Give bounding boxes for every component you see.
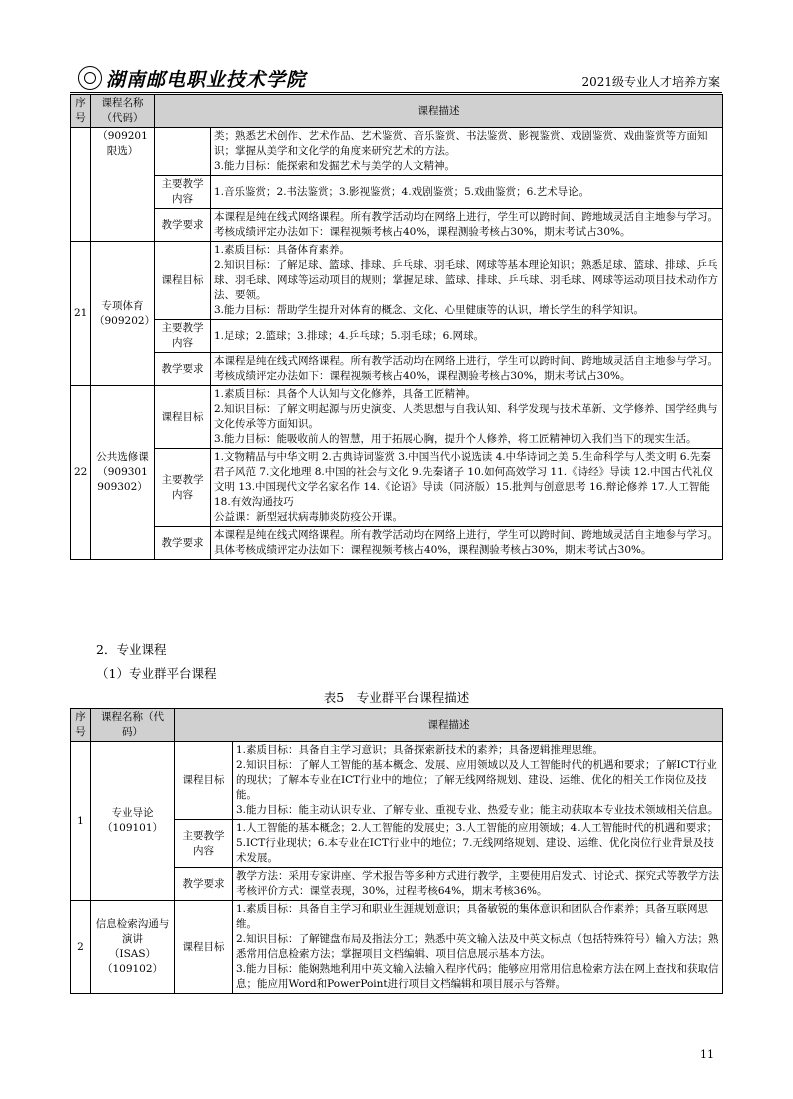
row-text: 本课程是纯在线式网络课程。所有教学活动均在网络上进行，学生可以跨时间、跨地域灵活自主地参与学习。 考核成绩评定办法如下：课程视频考核占40%，课程测验考核占30%，期末考试占30%。 bbox=[211, 353, 723, 386]
course-no: 1 bbox=[71, 742, 91, 901]
header-no: 序号 bbox=[71, 95, 91, 128]
table-row bbox=[71, 449, 723, 527]
row-text: 本课程是纯在线式网络课程。所有教学活动均在网络上进行，学生可以跨时间、跨地域灵活自主地参与学习。 具体考核成绩评定办法如下：课程视频考核占40%，课程测验考核占30%，期末考试占30%。 bbox=[211, 527, 723, 560]
section-heading-professional-courses: 2．专业课程 bbox=[96, 642, 167, 657]
school-seal-icon bbox=[78, 66, 102, 90]
header-description: 课程描述 bbox=[155, 95, 723, 128]
row-label: 课程目标 bbox=[155, 386, 211, 449]
course-name: 专业导论 （109101） bbox=[91, 742, 175, 901]
header-description: 课程描述 bbox=[175, 709, 723, 742]
page-header bbox=[70, 64, 722, 93]
row-label: 教学要求 bbox=[155, 353, 211, 386]
table-header-row bbox=[71, 95, 723, 128]
row-text: 1.素质目标：具备自主学习和职业生涯规划意识；具备敏锐的集体意识和团队合作素养；具备互联网思维。 2.知识目标：了解键盘布局及指法分工；熟悉中英文输入法及中英文标点（包括特殊符号）输入方法；熟悉常用信息检索方法；掌握项目文档编辑、项目信息展示基本方法。 3.能力目标：能娴熟地利用中英文输入法输入程序代码；能够应用常用信息检索方法在网上查找和获取信息；能应用Word和PowerPoint进行项目文档编辑和项目展示与答辩。 bbox=[233, 901, 723, 994]
table-row bbox=[71, 353, 723, 386]
row-label: 教学要求 bbox=[175, 868, 233, 901]
row-label: 主要教学内容 bbox=[155, 449, 211, 527]
table-row bbox=[71, 742, 723, 820]
row-label: 主要教学内容 bbox=[175, 820, 233, 868]
table-row bbox=[71, 242, 723, 320]
row-text: 1.音乐鉴赏；2.书法鉴赏；3.影视鉴赏；4.戏剧鉴赏；5.戏曲鉴赏；6.艺术导论。 bbox=[211, 176, 723, 209]
table-row bbox=[71, 320, 723, 353]
page-number: 11 bbox=[700, 1048, 714, 1061]
header-course-name: 课程名称（代码） bbox=[91, 95, 155, 128]
row-label: 主要教学内容 bbox=[155, 320, 211, 353]
course-no bbox=[71, 128, 91, 242]
row-text: 本课程是纯在线式网络课程。所有教学活动均在网络上进行，学生可以跨时间、跨地域灵活自主地参与学习。 考核成绩评定办法如下：课程视频考核占40%，课程测验考核占30%，期末考试占30%。 bbox=[211, 209, 723, 242]
course-table-continued bbox=[70, 94, 723, 560]
row-label: 教学要求 bbox=[155, 209, 211, 242]
platform-course-table bbox=[70, 708, 723, 994]
row-label: 主要教学内容 bbox=[155, 176, 211, 209]
row-label: 课程目标 bbox=[175, 742, 233, 820]
table-row bbox=[71, 128, 723, 176]
school-logo-text: 湖南邮电职业技术学院 bbox=[106, 69, 307, 91]
table-row bbox=[71, 209, 723, 242]
row-text: 1.素质目标：具备自主学习意识；具备探索新技术的素养；具备逻辑推理思维。 2.知识目标：了解人工智能的基本概念、发展、应用领域以及人工智能时代的机遇和要求；了解ICT行业的现状；了解本专业在ICT行业中的地位；了解无线网络规划、建设、运维、优化的相关工作岗位及技能。 3.能力目标：能主动认识专业、了解专业、重视专业、热爱专业；能主动获取本专业技术领域相关信息。 bbox=[233, 742, 723, 820]
course-no: 21 bbox=[71, 242, 91, 386]
row-text: 1.文物精品与中华文明 2.古典诗词鉴赏 3.中国当代小说选读 4.中华诗词之美 5.生命科学与人类文明 6.先秦君子风范 7.文化地理 8.中国的社会与文化 9.先秦诸子 10.如何高效学习 11.《诗经》导读 12.中国古代礼仪文明 13.中国现代文学名家名作 14.《论语》导读（同济版）15.批判与创意思考 16.辩论修养 17.人工智能 18.有效沟通技巧 公益课：新型冠状病毒肺炎防疫公开课。 bbox=[211, 449, 723, 527]
row-label: 教学要求 bbox=[155, 527, 211, 560]
row-label bbox=[155, 128, 211, 176]
subsection-heading-platform-courses: （1）专业群平台课程 bbox=[96, 666, 217, 681]
table-row bbox=[71, 527, 723, 560]
course-name: 专项体育 （909202） bbox=[91, 242, 155, 386]
row-text: 1.足球；2.篮球；3.排球；4.乒乓球；5.羽毛球；6.网球。 bbox=[211, 320, 723, 353]
header-no: 序号 bbox=[71, 709, 91, 742]
table-header-row bbox=[71, 709, 723, 742]
row-text: 类；熟悉艺术创作、艺术作品、艺术鉴赏、音乐鉴赏、书法鉴赏、影视鉴赏、戏剧鉴赏、戏曲鉴赏等方面知识；掌握从美学和文化学的角度来研究艺术的方法。 3.能力目标：能探索和发掘艺术与美学的人文精神。 bbox=[211, 128, 723, 176]
course-no: 22 bbox=[71, 386, 91, 560]
table-caption: 表5 专业群平台课程描述 bbox=[323, 690, 470, 705]
header-course-name: 课程名称（代码） bbox=[91, 709, 175, 742]
table-row bbox=[71, 386, 723, 449]
course-name: 信息检索沟通与演讲 （ISAS） （109102） bbox=[91, 901, 175, 994]
row-text: 1.人工智能的基本概念；2.人工智能的发展史；3.人工智能的应用领域；4.人工智能时代的机遇和要求；5.ICT行业现状；6.本专业在ICT行业中的地位；7.无线网络规划、建设、运维、优化岗位行业背景及技术发展。 bbox=[233, 820, 723, 868]
row-text: 1.素质目标：具备体育素养。 2.知识目标：了解足球、篮球、排球、乒乓球、羽毛球、网球等基本理论知识；熟悉足球、篮球、排球、乒乓球、羽毛球、网球等运动项目的规则；掌握足球、篮球、排球、乒乓球、羽毛球、网球等运动项目技术动作方法、要领。 3.能力目标：帮助学生提升对体育的概念、文化、心里健康等的认识，增长学生的科学知识。 bbox=[211, 242, 723, 320]
row-text: 教学方法：采用专家讲座、学术报告等多种方式进行教学，主要使用启发式、讨论式、探究式等教学方法 考核评价方式：课堂表现，30%，过程考核64%，期末考核36%。 bbox=[233, 868, 723, 901]
course-name: （909201 限选） bbox=[91, 128, 155, 242]
table-row bbox=[71, 901, 723, 994]
row-label: 课程目标 bbox=[155, 242, 211, 320]
course-name: 公共选修课（909301 909302） bbox=[91, 386, 155, 560]
row-label: 课程目标 bbox=[175, 901, 233, 994]
course-no: 2 bbox=[71, 901, 91, 994]
table-row bbox=[71, 176, 723, 209]
header-plan-title: 2021级专业人才培养方案 bbox=[581, 75, 720, 89]
row-text: 1.素质目标：具备个人认知与文化修养，具备工匠精神。 2.知识目标：了解文明起源与历史演变、人类思想与自我认知、科学发现与技术革新、文学修养、国学经典与文化传承等方面知识。 3.能力目标：能吸收前人的智慧，用于拓展心胸，提升个人修养，将工匠精神切入我们当下的现实生活。 bbox=[211, 386, 723, 449]
